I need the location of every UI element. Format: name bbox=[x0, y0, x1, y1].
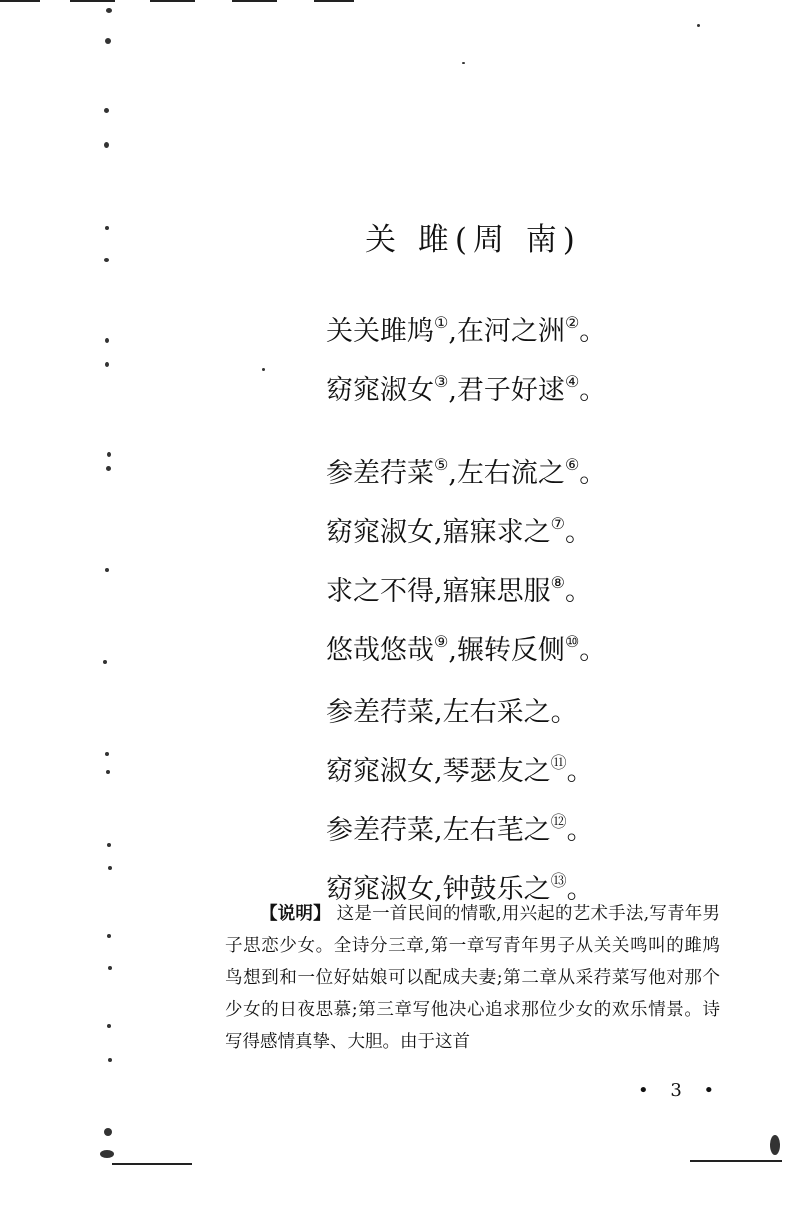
footnote-mark: ② bbox=[564, 313, 580, 332]
footnote-mark: ⑥ bbox=[564, 455, 580, 474]
scan-speck bbox=[108, 866, 112, 870]
poem-line bbox=[326, 558, 626, 617]
scan-speck bbox=[103, 660, 107, 664]
scan-speck bbox=[104, 258, 109, 262]
poem-line bbox=[326, 617, 626, 676]
scan-speck bbox=[770, 1135, 780, 1155]
top-rule bbox=[0, 0, 40, 2]
page-number: • 3 • bbox=[638, 1080, 723, 1101]
line-text: 窈窕淑女,钟鼓乐之 bbox=[326, 874, 551, 905]
stanza-1 bbox=[326, 298, 626, 416]
line-text: 关关雎鸠 bbox=[326, 316, 434, 347]
bottom-rule bbox=[112, 1163, 192, 1165]
footnote-mark: ⑨ bbox=[434, 632, 449, 651]
bottom-rule bbox=[690, 1160, 782, 1162]
commentary-label: 【说明】 bbox=[260, 904, 331, 924]
scan-speck bbox=[104, 1128, 112, 1136]
footnote-mark: ③ bbox=[434, 372, 449, 391]
line-text: 窈窕淑女,寤寐求之 bbox=[326, 517, 551, 548]
line-end: 。 bbox=[566, 815, 594, 846]
line-text: ,在河之洲 bbox=[448, 316, 565, 347]
poem-line bbox=[326, 357, 626, 416]
poem-line bbox=[326, 499, 626, 558]
line-text: ,辗转反侧 bbox=[448, 635, 565, 666]
line-end: 。 bbox=[566, 756, 594, 787]
top-rule bbox=[70, 0, 115, 2]
footnote-mark: ① bbox=[434, 313, 449, 332]
scan-speck bbox=[108, 966, 112, 970]
top-rule bbox=[314, 0, 354, 2]
scan-speck bbox=[105, 38, 111, 44]
scan-speck bbox=[107, 1024, 111, 1028]
line-text: 参差荇菜 bbox=[326, 458, 434, 489]
scan-speck bbox=[108, 1058, 112, 1062]
footnote-mark: ④ bbox=[564, 372, 580, 391]
line-end: 。 bbox=[579, 458, 607, 489]
footnote-mark: ⑩ bbox=[564, 632, 580, 651]
poem-title: 关 雎(周 南) bbox=[365, 222, 581, 258]
scan-speck bbox=[104, 142, 109, 148]
scan-speck bbox=[107, 934, 111, 938]
stanza-3 bbox=[326, 688, 626, 915]
poem-line bbox=[326, 440, 626, 499]
commentary-paragraph bbox=[225, 898, 720, 1058]
line-end: 。 bbox=[564, 576, 592, 607]
line-end: 。 bbox=[566, 874, 594, 905]
line-text: 窈窕淑女,琴瑟友之 bbox=[326, 756, 551, 787]
footnote-mark: ⑧ bbox=[550, 573, 565, 592]
scan-speck bbox=[104, 108, 109, 113]
scan-speck bbox=[106, 466, 111, 471]
line-end: 。 bbox=[579, 635, 607, 666]
top-rule bbox=[150, 0, 195, 2]
line-end: 。 bbox=[579, 375, 607, 406]
scan-speck bbox=[107, 843, 111, 847]
footnote-mark: ⑪ bbox=[550, 753, 567, 772]
stanza-2 bbox=[326, 440, 626, 676]
scan-speck bbox=[105, 338, 109, 343]
poem-line bbox=[326, 688, 626, 738]
footnote-mark: ⑫ bbox=[550, 812, 567, 831]
line-text: 求之不得,寤寐思服 bbox=[326, 576, 551, 607]
line-text: ,君子好逑 bbox=[448, 375, 565, 406]
scan-speck bbox=[105, 568, 109, 572]
scan-speck bbox=[105, 752, 109, 756]
commentary-text: 这是一首民间的情歌,用兴起的艺术手法,写青年男子思恋少女。全诗分三章,第一章写青年男子从关关鸣叫的雎鸠鸟想到和一位好姑娘可以配成夫妻;第二章从采荇菜写他对那个少女的日夜思慕;第三章写他决心追求那位少女的欢乐情景。诗写得感情真挚、大胆。由于这首 bbox=[225, 904, 721, 1052]
line-text: 参差荇菜,左右采之 bbox=[326, 697, 551, 728]
scan-speck bbox=[105, 226, 109, 230]
scan-speck bbox=[105, 362, 109, 367]
scan-speck bbox=[107, 452, 111, 457]
line-text: 悠哉悠哉 bbox=[326, 635, 434, 666]
poem-line bbox=[326, 797, 626, 856]
line-text: ,左右流之 bbox=[448, 458, 565, 489]
top-rule bbox=[232, 0, 277, 2]
scan-speck bbox=[106, 8, 112, 13]
line-end: 。 bbox=[550, 697, 578, 728]
footnote-mark: ⑬ bbox=[550, 871, 567, 890]
line-end: 。 bbox=[564, 517, 592, 548]
scan-speck bbox=[262, 368, 265, 371]
poem-line bbox=[326, 298, 626, 357]
scan-speck bbox=[100, 1150, 114, 1158]
scan-speck bbox=[697, 24, 700, 27]
scan-speck bbox=[106, 770, 110, 774]
footnote-mark: ⑦ bbox=[550, 514, 565, 533]
line-text: 参差荇菜,左右芼之 bbox=[326, 815, 551, 846]
poem-line bbox=[326, 738, 626, 797]
line-end: 。 bbox=[579, 316, 607, 347]
line-text: 窈窕淑女 bbox=[326, 375, 434, 406]
footnote-mark: ⑤ bbox=[434, 455, 449, 474]
scan-speck bbox=[462, 62, 465, 64]
